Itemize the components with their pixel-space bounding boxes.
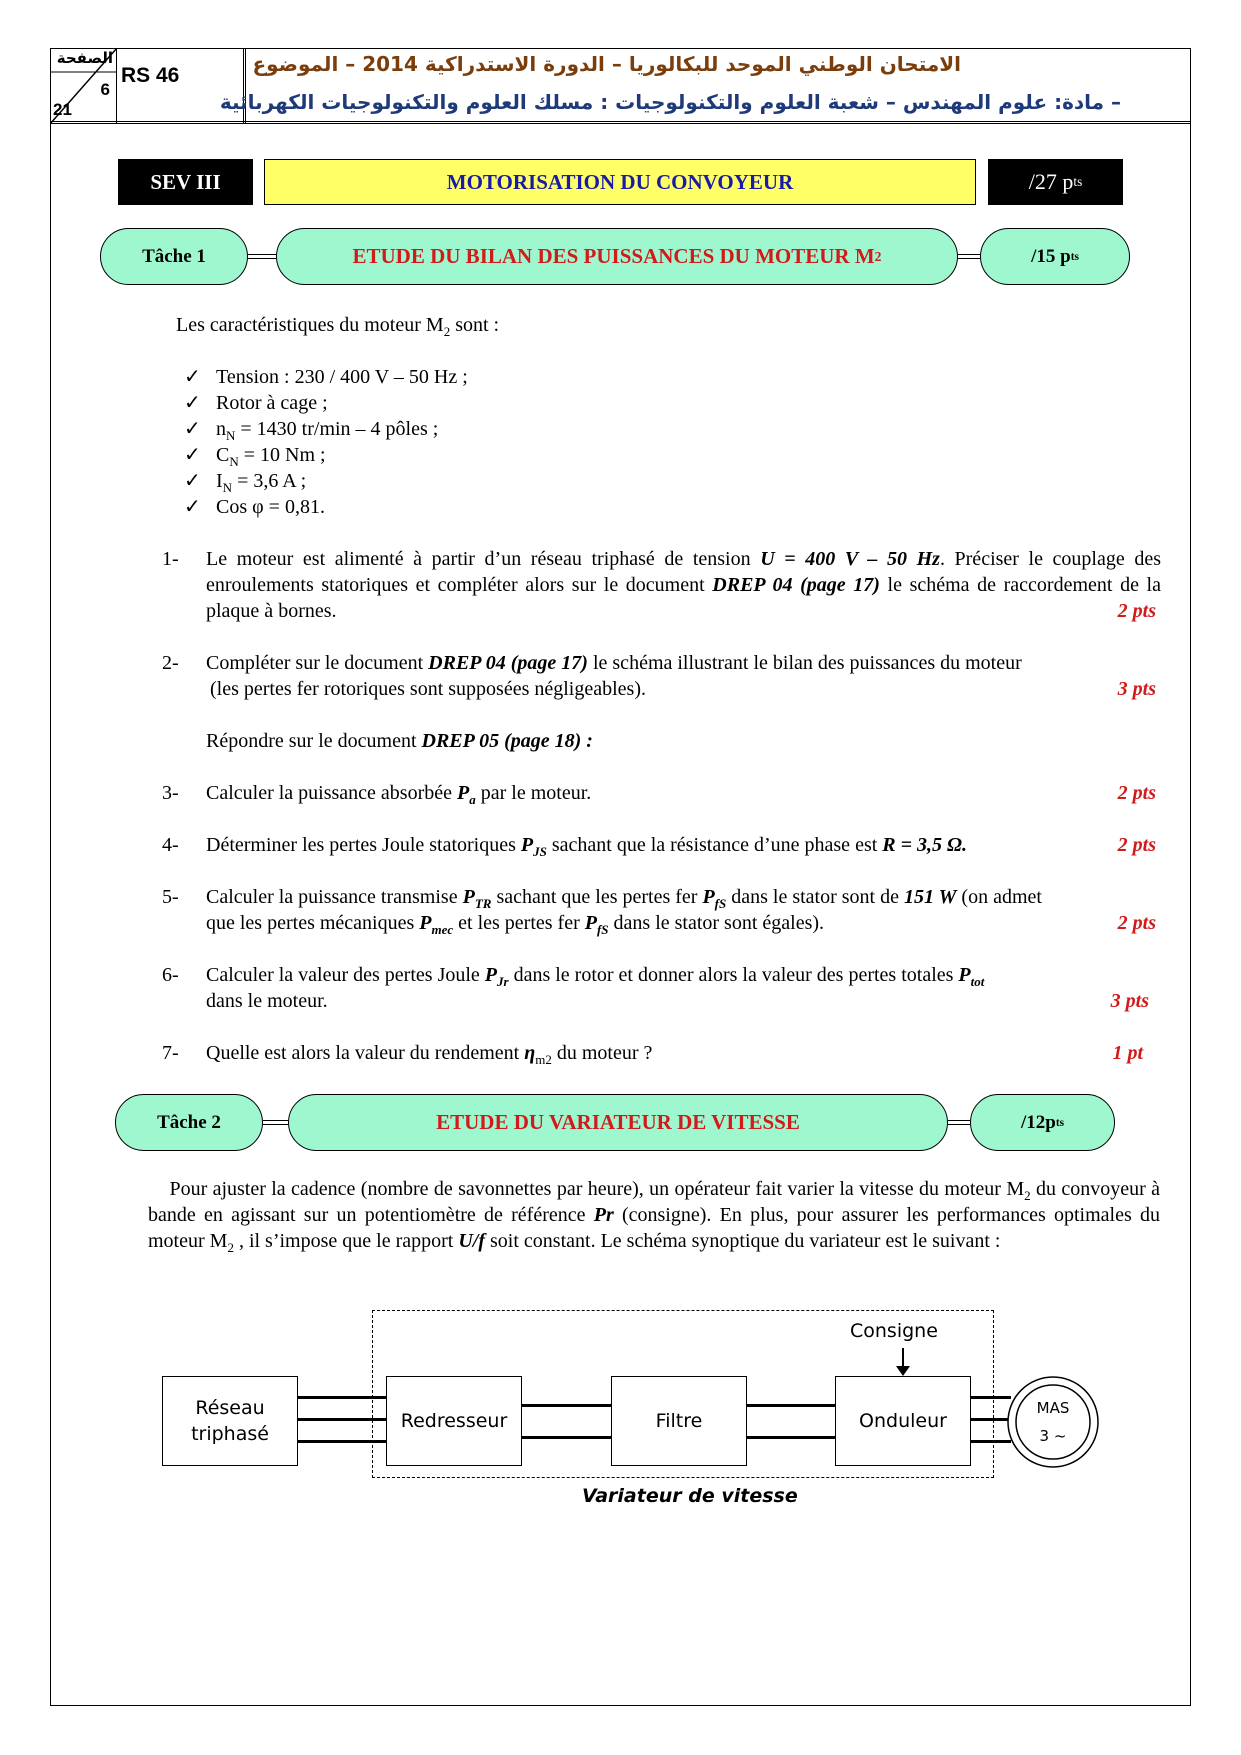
task2-title: ETUDE DU VARIATEUR DE VITESSE	[288, 1094, 948, 1151]
exam-subject: – مادة: علوم المهندس – شعبة العلوم والتكنولوجيات : مسلك العلوم والتكنولوجيات الكهربائية	[219, 90, 1121, 114]
question-7-text: Quelle est alors la valeur du rendement $\eta_{m2}$ du moteur ?	[206, 1042, 653, 1067]
characteristic-item	[184, 468, 306, 494]
section-code: SEV III	[118, 159, 253, 205]
characteristic-item	[184, 416, 438, 442]
question-number: 1-	[162, 548, 179, 570]
wire	[747, 1404, 835, 1407]
task1-label: Tâche 1	[100, 228, 248, 285]
question-2-text: Compléter sur le document DREP 04 (page 17) le schéma illustrant le bilan des puissances du moteur	[206, 652, 1022, 674]
checkmark-icon: ✓	[184, 496, 201, 518]
characteristic-item: ✓ Rotor à cage ;	[184, 392, 328, 414]
question-2-points: 3 pts	[1117, 678, 1156, 700]
page-label: الصفحة	[56, 49, 113, 67]
question-5-text-cont: que les pertes mécaniques $P_{mec}$ et les pertes fer $P_{fS}$ dans le stator sont égales).	[206, 912, 825, 937]
question-number: 7-	[162, 1042, 179, 1064]
page-number-cell	[50, 48, 117, 124]
question-number: 4-	[162, 834, 179, 856]
question-1-text: Le moteur est alimenté à partir d’un réseau triphasé de tension U = 400 V – 50 Hz. Préciser le couplage des enroulements statoriques et compléter alors sur le document DREP 04 (page 17) le schéma de raccordement de la plaque à bornes.	[206, 548, 1161, 622]
section-points: /27 p ts	[988, 159, 1123, 205]
characteristics-intro: Les caractéristiques du moteur $M_2$ sont :	[176, 314, 500, 339]
question-2-text-cont: (les pertes fer rotoriques sont supposées négligeables).	[210, 678, 646, 700]
diagram-caption: Variateur de vitesse	[582, 1485, 798, 1507]
question-number: 3-	[162, 782, 179, 804]
question-number: 2-	[162, 652, 179, 674]
task1-title: ETUDE DU BILAN DES PUISSANCES DU MOTEUR M 2	[276, 228, 958, 285]
question-3-text: Calculer la puissance absorbée $P_a$ par le moteur.	[206, 782, 592, 807]
setpoint-arrow-icon	[893, 1348, 913, 1378]
checkmark-icon: ✓	[184, 392, 201, 414]
wire	[522, 1404, 611, 1407]
checkmark-icon: ✓	[184, 366, 201, 388]
page-total: 21	[53, 100, 72, 119]
task1-connector-right	[958, 254, 980, 259]
wire	[298, 1418, 386, 1421]
subject-code: RS 46	[121, 64, 180, 87]
task2-connector-right	[948, 1120, 970, 1125]
question-6-points: 3 pts	[1110, 990, 1149, 1012]
rectifier-block: Redresseur	[386, 1376, 522, 1466]
question-4-text: Déterminer les pertes Joule statoriques $P_{JS}$ sachant que la résistance d’une phase est R = 3,5 Ω.	[206, 834, 967, 859]
question-5-points: 2 pts	[1117, 912, 1156, 934]
question-6-text-cont: dans le moteur.	[206, 990, 328, 1012]
question-5-text: Calculer la puissance transmise $P_{TR}$ sachant que les pertes fer $P_{fS}$ dans le stator sont de 151 W (on admet	[206, 886, 1042, 911]
checkmark-icon: ✓	[184, 444, 201, 466]
inverter-block: Onduleur	[835, 1376, 971, 1466]
question-7-points: 1 pt	[1112, 1042, 1143, 1064]
exam-title: الامتحان الوطني الموحد للبكالوريا – الدورة الاستدراكية 2014 – الموضوع	[252, 52, 961, 76]
task1-connector-left	[248, 254, 276, 259]
question-number: 5-	[162, 886, 179, 908]
characteristic-torque: $C_N = 10$ Nm ;	[216, 444, 326, 469]
characteristic-current: $I_N = 3,6$ A ;	[216, 470, 307, 495]
characteristic-item: ✓ Cos φ = 0,81.	[184, 496, 325, 518]
exam-header	[50, 48, 1191, 124]
task2-label: Tâche 2	[115, 1094, 263, 1151]
checkmark-icon: ✓	[184, 470, 201, 492]
task2-points: /12p ts	[970, 1094, 1115, 1151]
section-title: MOTORISATION DU CONVOYEUR	[264, 159, 976, 205]
characteristic-item	[184, 442, 326, 468]
task2-connector-left	[263, 1120, 288, 1125]
characteristic-speed: $n_N = 1430$ tr/min – 4 pôles ;	[216, 418, 439, 443]
wire	[522, 1436, 611, 1439]
wire	[298, 1440, 386, 1443]
answer-note: Répondre sur le document DREP 05 (page 18) :	[206, 730, 593, 752]
task2-paragraph: Pour ajuster la cadence (nombre de savonnettes par heure), un opérateur fait varier la vitesse du moteur $M_2$ du convoyeur à bande en agissant sur un potentiomètre de référence Pr (consigne). En plus, pour assurer les performances optimales du moteur $M_2$ , il s’impose que le rapport U/f soit constant. Le schéma synoptique du variateur est le suivant :	[148, 1178, 1160, 1255]
question-6-text: Calculer la valeur des pertes Joule $P_{Jr}$ dans le rotor et donner alors la valeur des pertes totales $P_{tot}$	[206, 964, 985, 989]
wire	[747, 1436, 835, 1439]
task1-points: /15 p ts	[980, 228, 1130, 285]
page-number: 6	[100, 80, 110, 99]
filter-block: Filtre	[611, 1376, 747, 1466]
motor-label: MAS 3 ~	[1036, 1399, 1070, 1445]
characteristic-item: ✓ Tension : 230 / 400 V – 50 Hz ;	[184, 366, 468, 388]
question-number: 6-	[162, 964, 179, 986]
wire	[298, 1396, 386, 1399]
checkmark-icon: ✓	[184, 418, 201, 440]
network-block: Réseau triphasé	[162, 1376, 298, 1466]
question-3-points: 2 pts	[1117, 782, 1156, 804]
question-1-points: 2 pts	[1117, 600, 1156, 622]
setpoint-label: Consigne	[850, 1320, 938, 1342]
question-4-points: 2 pts	[1117, 834, 1156, 856]
